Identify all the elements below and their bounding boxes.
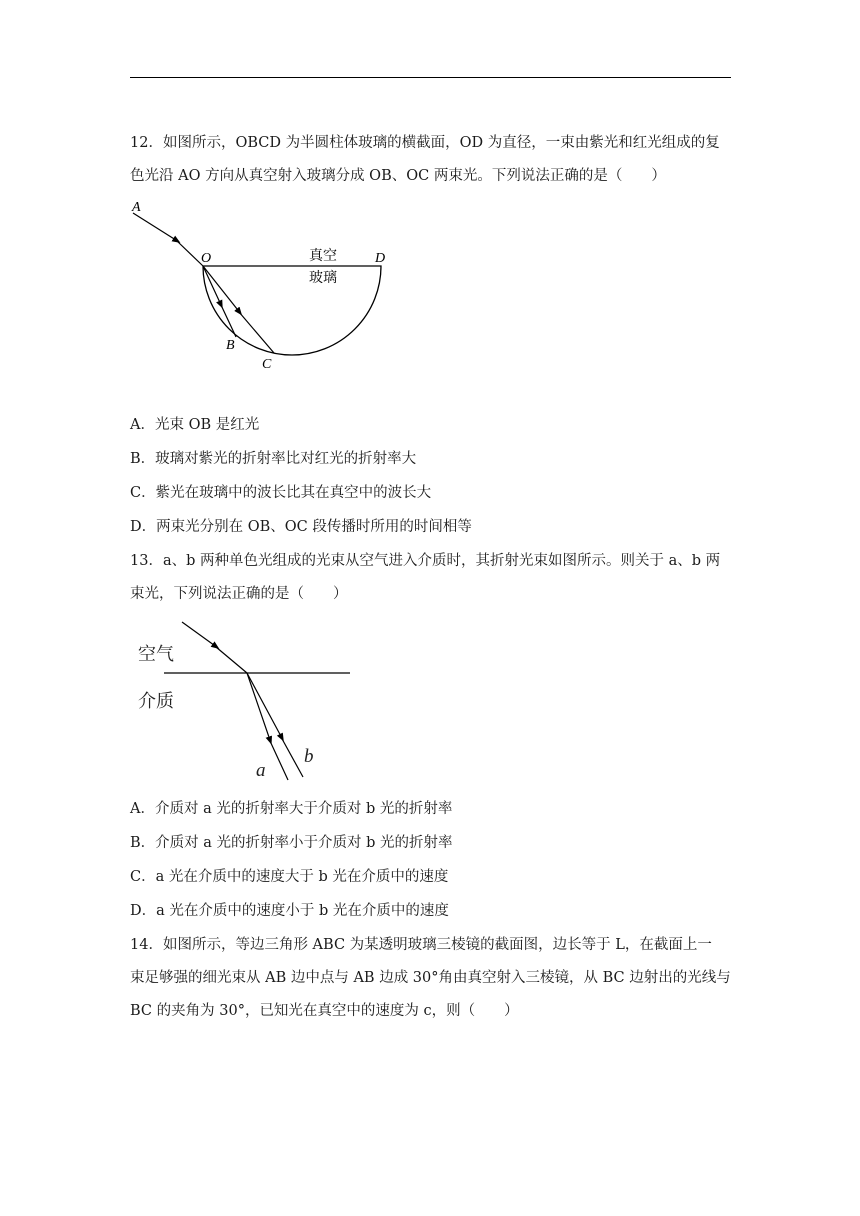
q14-stem-line2: 束足够强的细光束从 AB 边中点与 AB 边成 30°角由真空射入三棱镜，从 BC 边射出的光线与 <box>130 970 731 986</box>
q12-option-c: C．紫光在玻璃中的波长比其在真空中的波长大 <box>130 485 432 501</box>
q14-stem-line1: 14．如图所示，等边三角形 ABC 为某透明玻璃三棱镜的截面图，边长等于 L，在截面上一 <box>130 937 712 953</box>
q12-label-D: D <box>375 251 386 266</box>
q12-figure <box>125 195 395 375</box>
q13-option-d: D．a 光在介质中的速度小于 b 光在介质中的速度 <box>130 903 449 919</box>
q13-label-b: b <box>304 746 314 767</box>
q13-figure <box>130 615 360 785</box>
q12-option-b: B．玻璃对紫光的折射率比对红光的折射率大 <box>130 451 417 467</box>
q12-label-O: O <box>201 251 212 266</box>
header-rule <box>130 77 731 78</box>
q13-label-a: a <box>256 760 266 781</box>
q12-option-a: A．光束 OB 是红光 <box>130 417 260 433</box>
q12-stem-line1: 12．如图所示，OBCD 为半圆柱体玻璃的横截面，OD 为直径，一束由紫光和红光组成的复 <box>130 135 720 151</box>
q12-label-vacuum: 真空 <box>309 248 337 264</box>
q13-label-air: 空气 <box>138 644 174 665</box>
q14-stem-line3: BC 的夹角为 30°，已知光在真空中的速度为 c，则（ ） <box>130 1003 519 1019</box>
q12-option-d: D．两束光分别在 OB、OC 段传播时所用的时间相等 <box>130 519 472 535</box>
q12-label-B: B <box>226 338 235 353</box>
q12-label-glass: 玻璃 <box>309 270 337 286</box>
q12-label-A: A <box>132 200 141 215</box>
q13-option-b: B．介质对 a 光的折射率小于介质对 b 光的折射率 <box>130 835 453 851</box>
q13-stem-line1: 13．a、b 两种单色光组成的光束从空气进入介质时，其折射光束如图所示。则关于 a、b 两 <box>130 553 721 569</box>
q13-option-a: A．介质对 a 光的折射率大于介质对 b 光的折射率 <box>130 801 453 817</box>
q12-stem-line2: 色光沿 AO 方向从真空射入玻璃分成 OB、OC 两束光。下列说法正确的是（ ） <box>130 168 666 184</box>
q12-label-C: C <box>262 357 272 372</box>
q13-label-medium: 介质 <box>138 691 174 712</box>
q13-stem-line2: 束光，下列说法正确的是（ ） <box>130 586 348 602</box>
q13-option-c: C．a 光在介质中的速度大于 b 光在介质中的速度 <box>130 869 449 885</box>
